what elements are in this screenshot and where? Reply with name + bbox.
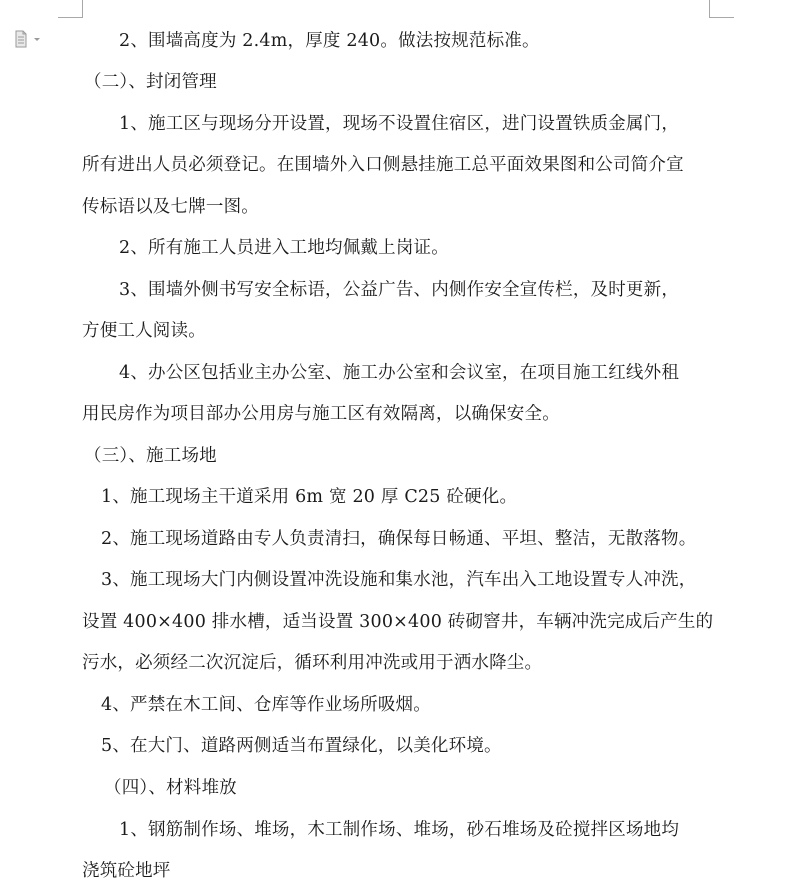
body-line: 污水，必须经二次沉淀后，循环利用冲洗或用于洒水降尘。 bbox=[82, 653, 543, 673]
body-line: 1、施工现场主干道采用 6m 宽 20 厚 C25 砼硬化。 bbox=[101, 487, 518, 507]
body-line: 1、施工区与现场分开设置，现场不设置住宿区，进门设置铁质金属门， bbox=[119, 114, 680, 134]
body-line: 5、在大门、道路两侧适当布置绿化，以美化环境。 bbox=[101, 736, 502, 756]
document-options-icon[interactable] bbox=[14, 30, 44, 48]
body-line: 2、所有施工人员进入工地均佩戴上岗证。 bbox=[119, 238, 449, 258]
body-line: 2、围墙高度为 2.4m，厚度 240。做法按规范标准。 bbox=[119, 31, 540, 51]
body-line: 用民房作为项目部办公用房与施工区有效隔离，以确保安全。 bbox=[82, 404, 560, 424]
body-line: 设置 400×400 排水槽，适当设置 300×400 砖砌窨井，车辆冲洗完成后产生的 bbox=[82, 612, 714, 632]
body-line: 所有进出人员必须登记。在围墙外入口侧悬挂施工总平面效果图和公司简介宣 bbox=[82, 155, 684, 175]
body-line: 4、严禁在木工间、仓库等作业场所吸烟。 bbox=[101, 695, 431, 715]
body-line: 方便工人阅读。 bbox=[82, 321, 206, 341]
body-line: 浇筑砼地坪 bbox=[82, 861, 171, 881]
page-crop-mark-top-right bbox=[709, 0, 734, 18]
section-heading: （四）、材料堆放 bbox=[104, 778, 237, 798]
body-line: 1、钢筋制作场、堆场，木工制作场、堆场，砂石堆场及砼搅拌区场地均 bbox=[119, 820, 680, 840]
section-heading: （二）、封闭管理 bbox=[84, 72, 217, 92]
body-line: 2、施工现场道路由专人负责清扫，确保每日畅通、平坦、整洁，无散落物。 bbox=[101, 529, 697, 549]
page-crop-mark-top-left bbox=[58, 0, 83, 18]
body-line: 3、围墙外侧书写安全标语，公益广告、内侧作安全宣传栏，及时更新， bbox=[119, 280, 680, 300]
section-heading: （三）、施工场地 bbox=[84, 446, 217, 466]
body-line: 3、施工现场大门内侧设置冲洗设施和集水池，汽车出入工地设置专人冲洗， bbox=[101, 570, 697, 590]
body-line: 传标语以及七牌一图。 bbox=[82, 197, 259, 217]
body-line: 4、办公区包括业主办公室、施工办公室和会议室，在项目施工红线外租 bbox=[119, 363, 680, 383]
